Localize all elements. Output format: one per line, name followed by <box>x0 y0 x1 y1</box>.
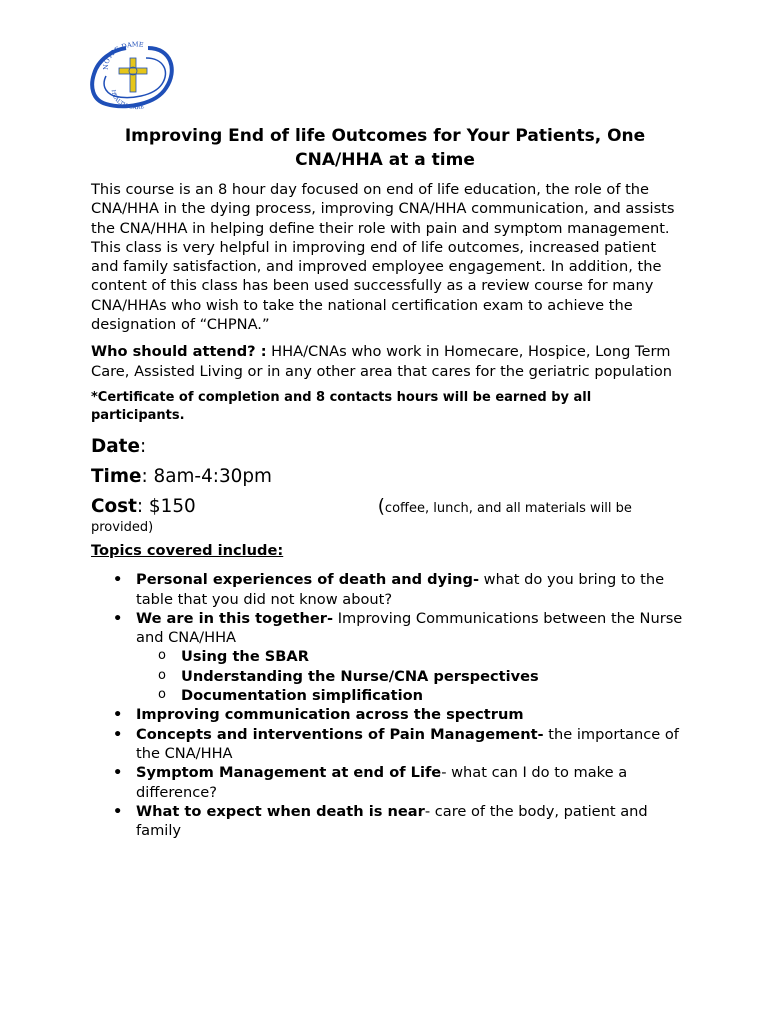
who-label: Who should attend? : <box>91 343 267 361</box>
date-line <box>91 435 687 459</box>
time-label: Time <box>91 465 142 487</box>
bullet-icon: • <box>113 706 123 724</box>
subtopics-list <box>136 647 687 705</box>
sub-bullet-icon: o <box>158 648 166 664</box>
cost-note-paren: ( <box>377 495 385 517</box>
logo-bottom-text: HEALTH CARE <box>109 89 145 112</box>
list-item <box>91 763 687 802</box>
sub-list-item <box>136 667 687 686</box>
subtopic-text: Documentation simplification <box>181 687 424 705</box>
topic-bold: Concepts and interventions of Pain Management- <box>136 725 544 743</box>
title-line-2: CNA/HHA at a time <box>295 150 475 170</box>
date-label: Date <box>91 435 140 457</box>
topic-text: Improving Communications between the Nurse and CNA/HHA <box>136 609 683 647</box>
subtopic-text: Understanding the Nurse/CNA perspectives <box>181 667 539 685</box>
list-item <box>91 609 687 705</box>
course-description: This course is an 8 hour day focused on end of life education, the role of the CNA/HHA in the dying process, improving CNA/HHA communication, and assists the CNA/HHA in helping define their role with pain and symptom management. This class is very helpful in improving end of life outcomes, increased patient and family satisfaction, and improved employee engagement. In addition, the content of this class has been used successfully as a review course for many CNA/HHAs who wish to take the national certification exam to achieve the designation of “CHPNA.” <box>91 181 675 334</box>
page-title <box>90 124 680 172</box>
topics-list <box>91 570 687 840</box>
sub-bullet-icon: o <box>158 687 166 703</box>
certificate-note: *Certificate of completion and 8 contacts hours will be earned by all participants. <box>91 389 592 423</box>
who-should-attend <box>91 342 687 381</box>
cost-note-text: coffee, lunch, and all materials will be <box>384 500 632 516</box>
bullet-icon: • <box>113 764 123 782</box>
document-body <box>91 180 687 840</box>
bullet-icon: • <box>113 802 123 820</box>
cost-label: Cost <box>91 495 137 517</box>
sub-list-item <box>136 647 687 666</box>
time-line <box>91 465 687 489</box>
cross-icon <box>119 58 147 92</box>
bullet-icon: • <box>113 609 123 627</box>
cost-note-continued: provided) <box>91 519 154 535</box>
topic-text: what do you bring to the table that you did not know about? <box>136 571 665 608</box>
topic-text: - what can I do to make a difference? <box>136 764 628 801</box>
topics-heading: Topics covered include: <box>91 541 284 559</box>
topic-text: - care of the body, patient and family <box>136 802 648 840</box>
topic-bold: We are in this together- <box>136 609 334 627</box>
title-line-1: Improving End of life Outcomes for Your Patients, One <box>124 126 646 146</box>
cost-value: : $150 <box>136 495 196 517</box>
bullet-icon: • <box>113 725 123 743</box>
list-item <box>91 725 687 764</box>
list-item <box>91 705 687 724</box>
topic-bold: Symptom Management at end of Life <box>136 764 442 782</box>
notre-dame-health-care-logo <box>86 40 178 114</box>
topic-bold: Personal experiences of death and dying- <box>136 571 479 589</box>
date-sep: : <box>139 435 147 457</box>
time-value: : 8am-4:30pm <box>141 465 272 487</box>
topic-bold: What to expect when death is near <box>136 802 425 820</box>
topic-text: the importance of the CNA/HHA <box>136 725 679 762</box>
list-item <box>91 802 687 841</box>
cost-line <box>91 495 687 519</box>
sub-list-item <box>136 686 687 705</box>
logo-top-text: NOTRE DAME <box>101 40 145 71</box>
svg-text:NOTRE DAME <box>102 40 145 70</box>
list-item <box>91 570 687 609</box>
sub-bullet-icon: o <box>158 667 166 683</box>
bullet-icon: • <box>113 571 123 589</box>
who-text: HHA/CNAs who work in Homecare, Hospice, Long Term Care, Assisted Living or in any other area that cares for the geriatric population <box>91 343 672 380</box>
topic-bold: Improving communication across the spectrum <box>136 706 524 724</box>
subtopic-text: Using the SBAR <box>181 648 309 666</box>
